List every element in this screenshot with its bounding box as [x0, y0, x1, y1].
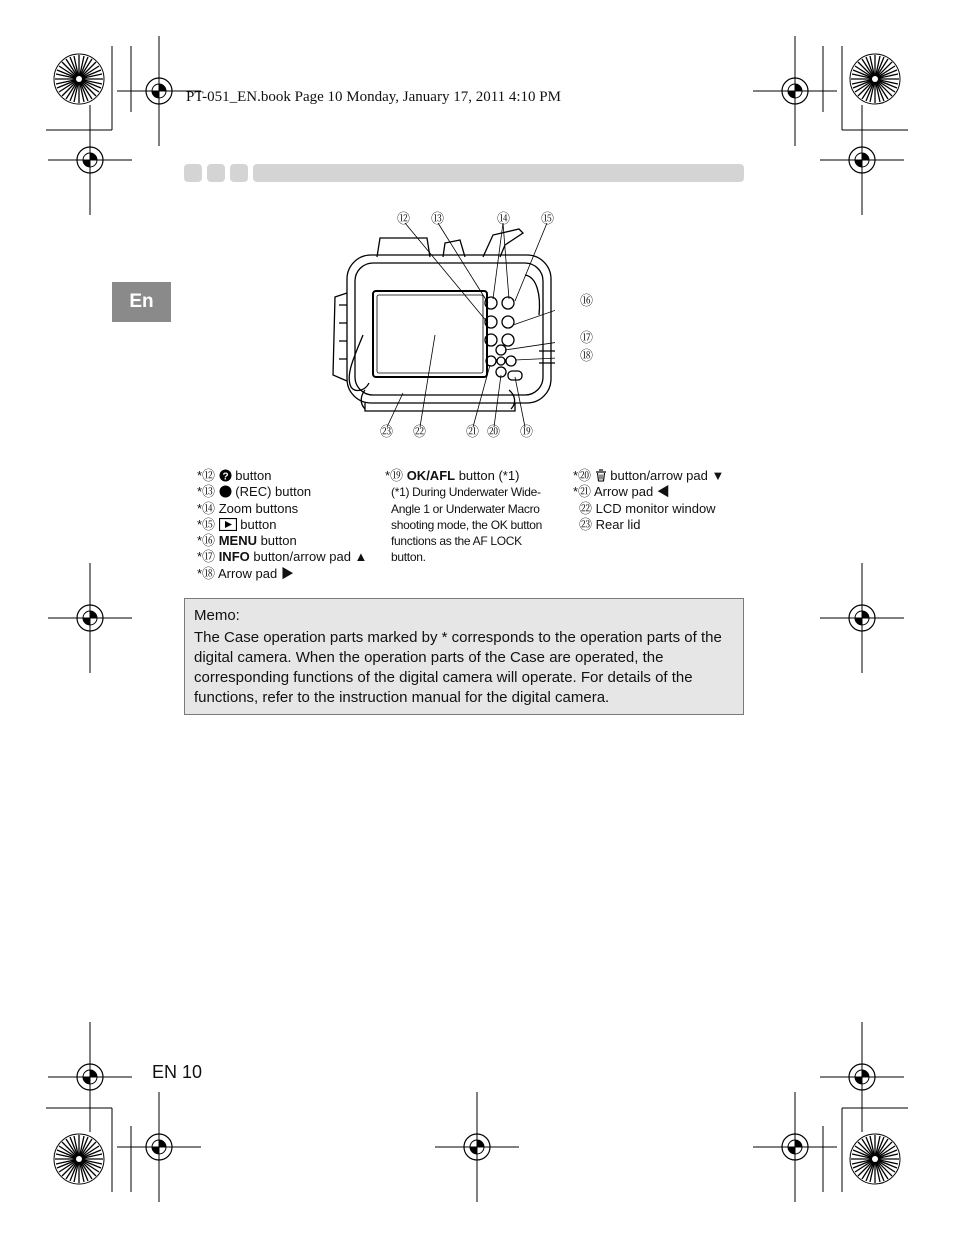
memo-title: Memo: — [194, 607, 240, 624]
legend-number: *⑱ — [197, 565, 216, 581]
legend-text: button — [236, 516, 277, 532]
callout-20: ⑳ — [487, 424, 501, 439]
legend-text: (REC) button — [231, 484, 312, 500]
callout-13: ⑬ — [431, 211, 445, 226]
footnote-line: shooting mode, the OK button — [391, 517, 543, 532]
callout-19: ⑲ — [520, 424, 534, 439]
trash-icon — [595, 469, 607, 482]
legend-number: *⑮ — [197, 516, 216, 532]
callout-17: ⑰ — [580, 330, 594, 345]
legend-number: *⑯ — [197, 533, 216, 549]
legend-number: *⑲ — [385, 468, 404, 483]
callout-23: ㉓ — [380, 424, 394, 439]
callout-15: ⑮ — [541, 211, 555, 226]
callout-18: ⑱ — [580, 348, 594, 363]
legend-number: *⑰ — [197, 549, 216, 565]
legend-item-21 — [573, 484, 724, 500]
legend-column-1 — [197, 468, 367, 582]
play-icon — [219, 518, 237, 531]
callout-12: ⑫ — [397, 211, 411, 226]
memo-box — [184, 598, 744, 715]
legend-bold: OK/AFL — [406, 468, 456, 483]
page-number: EN 10 — [152, 1062, 203, 1082]
legend-item-18 — [197, 566, 367, 582]
legend-number: *㉑ — [573, 484, 592, 500]
legend-number: ㉓ — [579, 516, 593, 532]
legend-item-19 — [385, 468, 542, 484]
memo-body: The Case operation parts marked by * corresponds to the operation parts of the digital camera. When the operation parts of the Case are operated, the corresponding functions of the digital camera will operate. For details of the functions, refer to the instruction manual for the digital camera. — [194, 629, 722, 706]
legend-text: button/arrow pad ▲ — [249, 549, 368, 565]
callout-21: ㉑ — [466, 424, 480, 439]
legend-item-13 — [197, 484, 367, 500]
footnote-line: (*1) During Underwater Wide- — [391, 485, 541, 500]
svg-text:?: ? — [222, 471, 229, 482]
legend-text: Rear lid — [595, 516, 641, 532]
legend-text: button/arrow pad ▼ — [606, 468, 725, 483]
legend-item-22 — [573, 501, 724, 517]
legend-text: LCD monitor window — [595, 500, 716, 516]
legend-number: *⑫ — [197, 468, 216, 483]
legend-text: button — [256, 533, 297, 549]
record-dot-icon — [219, 485, 232, 498]
legend-text: button — [231, 468, 272, 483]
legend-column-3 — [573, 468, 724, 533]
legend-item-23 — [573, 517, 724, 533]
camera-case-illustration — [325, 205, 555, 440]
book-header-line: PT-051_EN.book Page 10 Monday, January 17, 2011 4:10 PM — [186, 89, 561, 105]
callout-16: ⑯ — [580, 293, 594, 308]
language-tab-label: En — [129, 291, 154, 312]
callout-14: ⑭ — [497, 211, 511, 226]
legend-text: Arrow pad ◀ — [593, 484, 670, 500]
legend-number: *⑭ — [197, 500, 216, 516]
legend-number: *⑬ — [197, 484, 216, 500]
legend-number: *⑳ — [573, 468, 592, 483]
legend-bold: MENU — [218, 533, 257, 549]
footnote-line: button. — [391, 550, 426, 565]
legend-number: ㉒ — [579, 500, 593, 516]
footnote-line: Angle 1 or Underwater Macro — [391, 501, 540, 516]
legend-text: button (*1) — [455, 468, 520, 483]
legend-bold: INFO — [218, 549, 250, 565]
legend-item-14 — [197, 501, 367, 517]
legend-item-16 — [197, 533, 367, 549]
legend-text: Arrow pad ▶ — [217, 565, 294, 581]
legend-item-20 — [573, 468, 724, 484]
callout-22: ㉒ — [413, 424, 427, 439]
footnote-line: functions as the AF LOCK — [391, 534, 522, 549]
help-icon — [219, 469, 232, 482]
legend-text: Zoom buttons — [218, 500, 299, 516]
legend-item-17 — [197, 549, 367, 565]
legend-item-15 — [197, 517, 367, 533]
legend-column-2 — [385, 468, 542, 566]
legend-item-12 — [197, 468, 367, 484]
